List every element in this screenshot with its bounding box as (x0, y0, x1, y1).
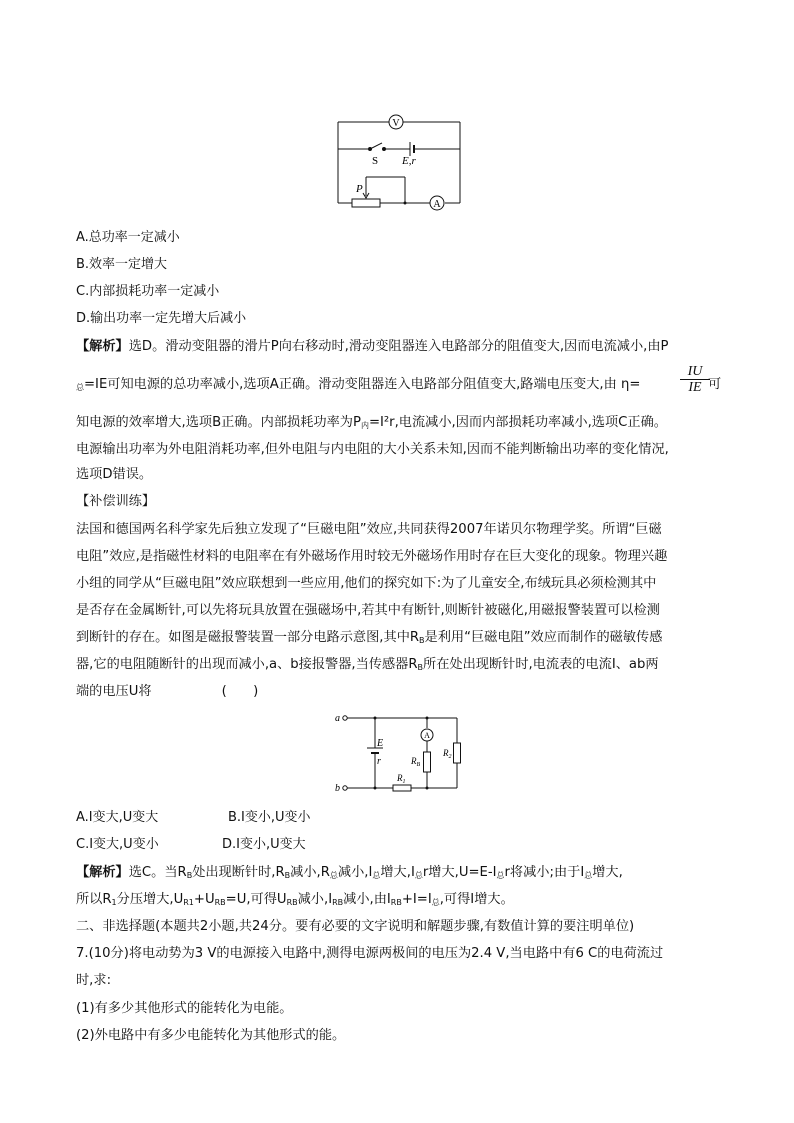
q7-line-1: 7.(10分)将电动势为3 V的电源接入电路中,测得电源两极间的电压为2.4 V,当电路中有6 C的电荷流过 (76, 946, 664, 961)
option-c: C.内部损耗功率一定减小 (76, 284, 220, 299)
supplement-line-4: 是否存在金属断针,可以先将玩具放置在强磁场中,若其中有断针,则断针被磁化,用磁报警装置可以检测 (76, 603, 660, 618)
r2-label: $R_2$ (443, 748, 452, 760)
supp-option-a: A.I变大,U变大 (76, 810, 159, 825)
terminal-b: b (335, 783, 340, 794)
source-label: E,r (402, 155, 416, 167)
option-d: D.输出功率一定先增大后减小 (76, 311, 247, 326)
analysis-line-5: 选项D错误。 (76, 467, 153, 482)
option-a: A.总功率一定减小 (76, 230, 180, 245)
fraction-numerator: IU (680, 364, 710, 380)
supplement-heading: 【补偿训练】 (76, 494, 156, 509)
supplement-line-5: 到断针的存在。如图是磁报警装置一部分电路示意图,其中$R_B$是利用“巨磁电阻”效应而制作的磁敏传感 (76, 630, 663, 645)
option-b: B.效率一定增大 (76, 257, 168, 272)
analysis-line-3: 知电源的效率增大,选项B正确。内部损耗功率为$P_内=I^2r$,电流减小,因而内部损耗功率减小,选项C正确。 (76, 415, 667, 430)
circuit-figure-1 (330, 112, 470, 212)
analysis-line-1: 【解析】选D。滑动变阻器的滑片P向右移动时,滑动变阻器连入电路部分的阻值变大,因而电流减小,由P (76, 339, 669, 354)
q7-sub-1: (1)有多少其他形式的能转化为电能。 (76, 1001, 293, 1016)
q7-sub-2: (2)外电路中有多少电能转化为其他形式的能。 (76, 1028, 346, 1043)
efficiency-fraction (680, 364, 710, 396)
analysis-line-2-tail: 可 (708, 377, 722, 392)
ammeter-label-2: A (424, 731, 430, 740)
supplement-line-6: 器,它的电阻随断针的出现而减小,a、b接报警器,当传感器$R_B$所在处出现断针时,电流表的电流I、ab两 (76, 657, 659, 672)
ammeter-label: A (433, 199, 441, 210)
analysis-line-4: 电源输出功率为外电阻消耗功率,但外电阻与内电阻的大小关系未知,因而不能判断输出功率的变化情况, (76, 442, 669, 457)
switch-label: S (372, 155, 379, 167)
q7-line-2: 时,求: (76, 973, 112, 988)
analysis-tag: 【解析】 (76, 339, 129, 354)
supp-option-c: C.I变大,U变小 (76, 837, 159, 852)
analysis-line-2: $_总$=IE可知电源的总功率减小,选项A正确。滑动变阻器连入电路部分阻值变大,路端电压变大,由 η= (76, 377, 641, 392)
voltmeter-label: V (392, 118, 400, 129)
supp-analysis-line-1: 【解析】选C。当$R_B$处出现断针时$,R_B$减小$,R_总$减小$,I_总$增大$,I_总r$增大$,U=E-I_总r$将减小;由于$I_总$增大, (76, 865, 623, 880)
supplement-line-7: 端的电压U将 ( ) (76, 684, 259, 699)
supplement-line-3: 小组的同学从“巨磁电阻”效应联想到一些应用,他们的探究如下:为了儿童安全,布绒玩具必须检测其中 (76, 576, 657, 591)
supp-option-b: B.I变小,U变小 (228, 810, 311, 825)
supplement-line-2: 电阻”效应,是指磁性材料的电阻率在有外磁场作用时较无外磁场作用时存在巨大变化的现象。物理兴趣 (76, 549, 668, 564)
fraction-denominator: IE (688, 380, 702, 395)
answer-paren: ( ) (221, 684, 259, 699)
terminal-a: a (335, 713, 340, 724)
internal-r-label: r (377, 756, 381, 767)
emf-label: E (377, 738, 384, 749)
rb-label: $R_B$ (411, 756, 421, 768)
supp-analysis-line-2: 所以$R_1$分压增大$,U_{R1}+U_{RB}=U$,可得$U_{RB}$减小$,I_{RB}$减小,由$I_{RB}+I=I_总$,可得I增大。 (76, 892, 514, 907)
supp-option-d: D.I变小,U变大 (222, 837, 306, 852)
section2-heading: 二、非选择题(本题共2小题,共24分。要有必要的文字说明和解题步骤,有数值计算的要注明单位) (76, 919, 635, 934)
slider-label: P (356, 183, 363, 195)
supplement-line-1: 法国和德国两名科学家先后独立发现了“巨磁电阻”效应,共同获得2007年诺贝尔物理学奖。所谓“巨磁 (76, 522, 662, 537)
r1-label: $R_1$ (397, 773, 406, 785)
circuit-figure-2 (335, 708, 475, 796)
